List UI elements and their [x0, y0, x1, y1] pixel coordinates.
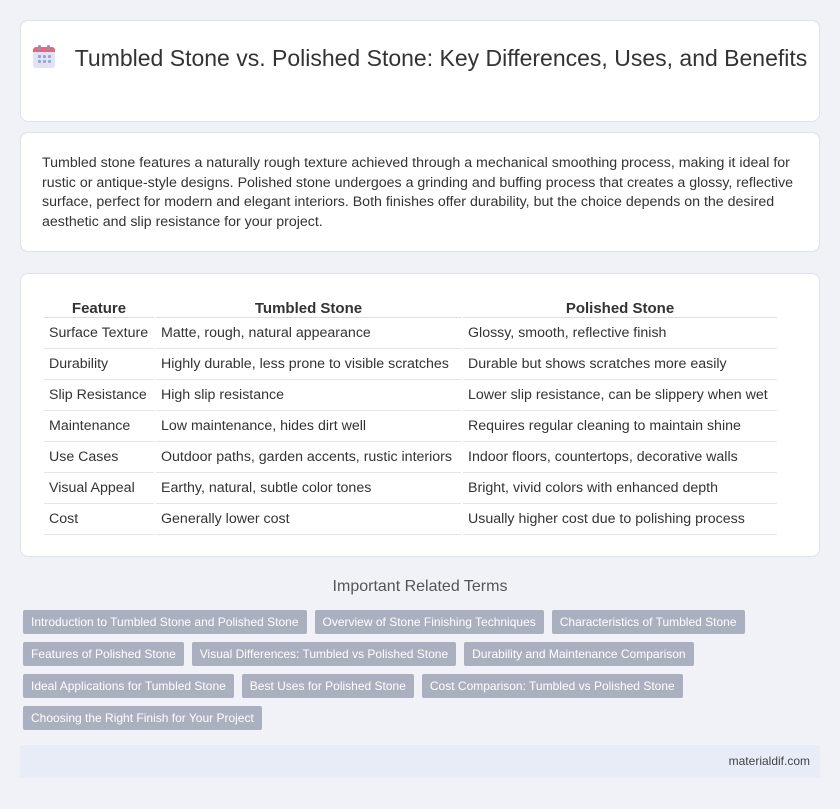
related-term-link[interactable]: Durability and Maintenance Comparison — [464, 642, 693, 666]
table-header-row — [44, 295, 777, 318]
table-row — [44, 349, 777, 380]
tumbled-cell: Matte, rough, natural appearance — [156, 318, 461, 349]
related-term-link[interactable]: Introduction to Tumbled Stone and Polished Stone — [23, 610, 307, 634]
calendar-icon — [33, 45, 55, 69]
intro-card — [20, 132, 820, 252]
table-row — [44, 442, 777, 473]
feature-cell: Visual Appeal — [44, 473, 154, 504]
related-term-link[interactable]: Overview of Stone Finishing Techniques — [315, 610, 544, 634]
polished-cell: Indoor floors, countertops, decorative walls — [463, 442, 777, 473]
polished-cell: Usually higher cost due to polishing process — [463, 504, 777, 535]
feature-cell: Surface Texture — [44, 318, 154, 349]
footer-site-link[interactable]: materialdif.com — [728, 754, 810, 768]
page-title-text: Tumbled Stone vs. Polished Stone: Key Differences, Uses, and Benefits — [74, 45, 808, 71]
polished-cell: Requires regular cleaning to maintain shine — [463, 411, 777, 442]
related-terms-heading: Important Related Terms — [332, 578, 508, 595]
related-term-link[interactable]: Choosing the Right Finish for Your Project — [23, 706, 262, 730]
feature-cell: Durability — [44, 349, 154, 380]
column-header: Feature — [44, 295, 154, 318]
comparison-card — [20, 273, 820, 557]
related-term-link[interactable]: Characteristics of Tumbled Stone — [552, 610, 745, 634]
polished-cell: Lower slip resistance, can be slippery when wet — [463, 380, 777, 411]
footer — [20, 745, 820, 778]
polished-cell: Glossy, smooth, reflective finish — [463, 318, 777, 349]
polished-cell: Bright, vivid colors with enhanced depth — [463, 473, 777, 504]
related-term-link[interactable]: Visual Differences: Tumbled vs Polished Stone — [192, 642, 456, 666]
intro-paragraph: Tumbled stone features a naturally rough texture achieved through a mechanical smoothing process, making it ideal for rustic or antique-style designs. Polished stone undergoes a grinding and buffing process that creates a glossy, reflective surface, perfect for modern and elegant interiors. Both finishes offer durability, but the choice depends on the desired aesthetic and slip resistance for your project. — [42, 155, 794, 230]
related-terms-list — [23, 610, 803, 738]
column-header: Polished Stone — [463, 295, 777, 318]
tumbled-cell: Highly durable, less prone to visible scratches — [156, 349, 461, 380]
page-title — [21, 44, 819, 73]
table-row — [44, 411, 777, 442]
tumbled-cell: Outdoor paths, garden accents, rustic interiors — [156, 442, 461, 473]
table-row — [44, 318, 777, 349]
tumbled-cell: Earthy, natural, subtle color tones — [156, 473, 461, 504]
table-row — [44, 504, 777, 535]
related-term-link[interactable]: Features of Polished Stone — [23, 642, 184, 666]
related-term-link[interactable]: Ideal Applications for Tumbled Stone — [23, 674, 234, 698]
related-term-link[interactable]: Cost Comparison: Tumbled vs Polished Stone — [422, 674, 683, 698]
feature-cell: Slip Resistance — [44, 380, 154, 411]
feature-cell: Maintenance — [44, 411, 154, 442]
tumbled-cell: Low maintenance, hides dirt well — [156, 411, 461, 442]
table-row — [44, 380, 777, 411]
feature-cell: Use Cases — [44, 442, 154, 473]
feature-cell: Cost — [44, 504, 154, 535]
related-term-link[interactable]: Best Uses for Polished Stone — [242, 674, 414, 698]
title-card — [20, 20, 820, 122]
polished-cell: Durable but shows scratches more easily — [463, 349, 777, 380]
column-header: Tumbled Stone — [156, 295, 461, 318]
tumbled-cell: High slip resistance — [156, 380, 461, 411]
table-row — [44, 473, 777, 504]
comparison-table — [42, 295, 779, 535]
tumbled-cell: Generally lower cost — [156, 504, 461, 535]
